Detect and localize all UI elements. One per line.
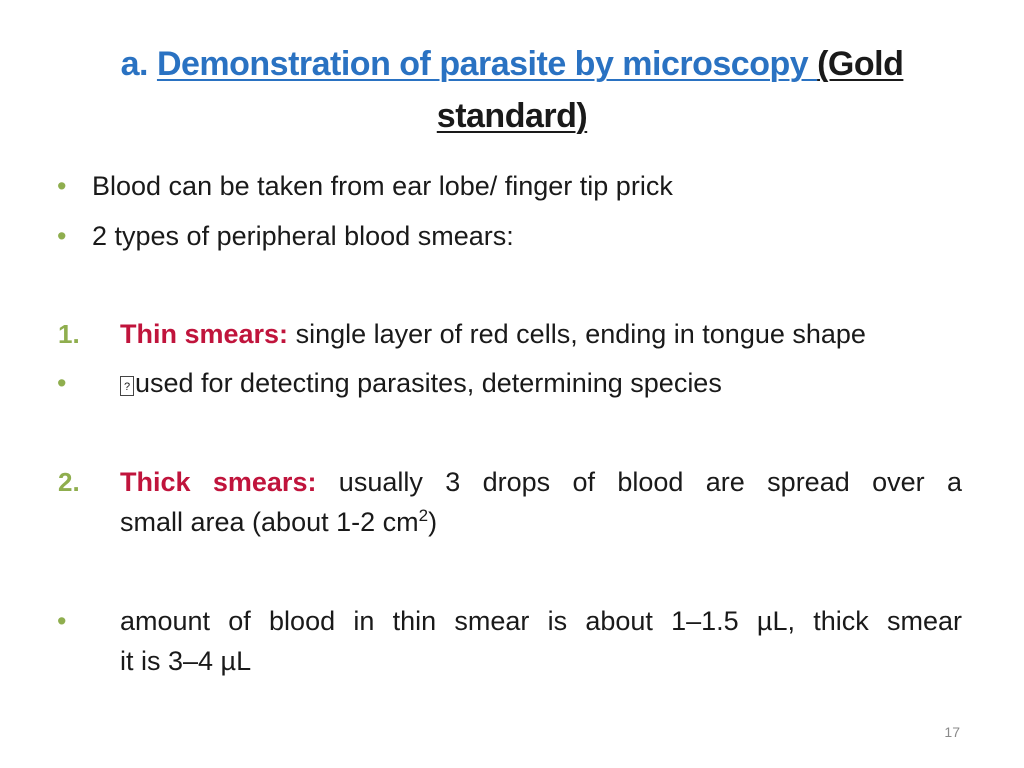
thick-smears-text-line1: usually 3 drops of blood are spread over a <box>316 467 962 497</box>
bullet-text-smear-types: 2 types of peripheral blood smears: <box>92 221 514 251</box>
thin-smears-item <box>120 314 866 354</box>
title-paren-line2: standard) <box>436 97 588 135</box>
bullet-marker: • <box>57 171 67 201</box>
thin-smears-usage-text: used for detecting parasites, determining species <box>135 368 722 398</box>
slide-title <box>40 38 984 142</box>
title-main: Demonstration of parasite by microscopy <box>156 45 818 83</box>
blood-amount-line1: amount of blood in thin smear is about 1–1.5 µL, thick smear <box>120 606 962 636</box>
page-number: 17 <box>944 724 960 740</box>
superscript-two: 2 <box>418 506 429 525</box>
list-number-2: 2. <box>58 467 80 497</box>
thick-smears-line1 <box>120 462 962 502</box>
thick-smears-text-line2-end: ) <box>428 507 438 537</box>
thin-smears-label: Thin smears: <box>120 319 289 349</box>
blood-amount-line2: it is 3–4 µL <box>120 646 252 676</box>
bullet-marker: • <box>57 221 67 251</box>
thin-smears-text: single layer of red cells, ending in tongue shape <box>288 319 866 349</box>
bullet-text-blood-source: Blood can be taken from ear lobe/ finger tip prick <box>92 171 673 201</box>
missing-glyph-icon: ? <box>120 376 134 396</box>
thick-smears-label: Thick smears: <box>120 467 317 497</box>
thick-smears-text-line2: small area (about 1-2 cm <box>120 507 419 537</box>
list-number-1: 1. <box>58 319 80 349</box>
bullet-marker: • <box>57 606 67 636</box>
thick-smears-line2 <box>120 502 437 542</box>
title-prefix: a. <box>120 45 157 83</box>
bullet-marker: • <box>57 368 67 398</box>
title-paren-line1: (Gold <box>817 45 904 83</box>
thin-smears-usage <box>120 363 722 403</box>
